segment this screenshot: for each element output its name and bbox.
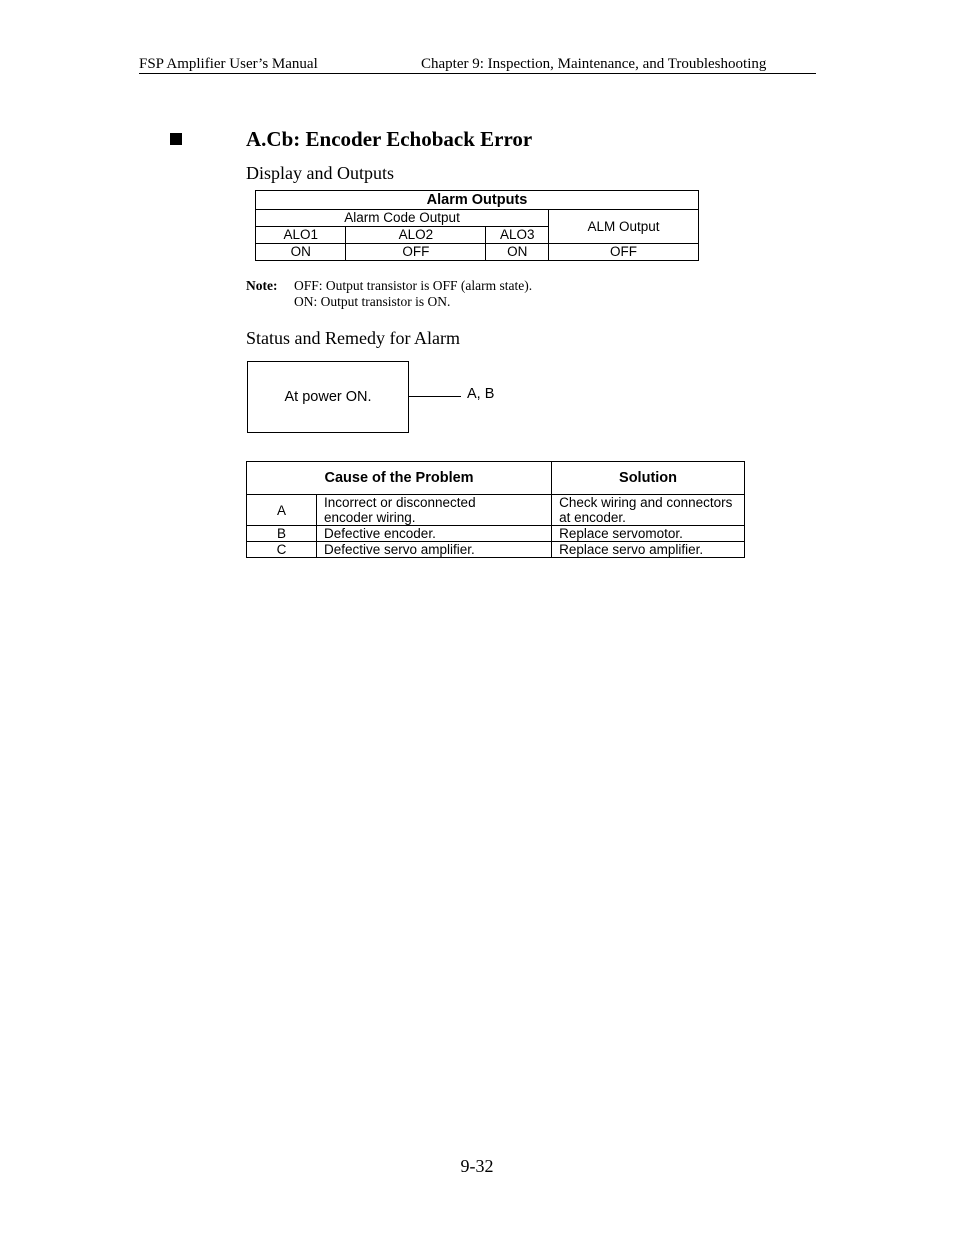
alm-output-header: ALM Output [549, 210, 699, 244]
row-cause: Defective servo amplifier. [317, 542, 552, 558]
display-outputs-subheading: Display and Outputs [246, 163, 394, 183]
row-id: B [247, 526, 317, 542]
row-id: A [247, 495, 317, 526]
row-solution-line: Check wiring and connectors [559, 495, 733, 510]
solution-header: Solution [552, 462, 745, 495]
alo1-value: ON [256, 244, 346, 261]
cause-solution-table [246, 461, 745, 558]
row-solution: Replace servomotor. [552, 526, 745, 542]
status-box-label: At power ON. [284, 389, 372, 405]
note-line-2: ON: Output transistor is ON. [294, 294, 451, 309]
alarm-code-output-header: Alarm Code Output [256, 210, 549, 227]
page-number: 9-32 [460, 1156, 494, 1176]
cause-header: Cause of the Problem [247, 462, 552, 495]
status-remedy-subheading: Status and Remedy for Alarm [246, 328, 460, 348]
table-row [247, 542, 745, 558]
status-connector-line [409, 396, 461, 397]
row-cause-line: Incorrect or disconnected [324, 495, 476, 510]
table-row [247, 526, 745, 542]
row-cause-line: encoder wiring. [324, 510, 416, 525]
header-rule [139, 73, 816, 74]
alo2-header: ALO2 [346, 227, 486, 244]
alo3-header: ALO3 [486, 227, 549, 244]
square-bullet-icon [170, 133, 182, 145]
note-label: Note: [246, 278, 278, 293]
alm-output-value: OFF [549, 244, 699, 261]
row-cause [317, 495, 552, 526]
row-solution [552, 495, 745, 526]
running-header-chapter: Chapter 9: Inspection, Maintenance, and Troubleshooting [421, 56, 767, 72]
note-line-1: OFF: Output transistor is OFF (alarm state). [294, 278, 533, 293]
alo3-value: ON [486, 244, 549, 261]
running-header-title: FSP Amplifier User’s Manual [139, 56, 318, 72]
section-heading: A.Cb: Encoder Echoback Error [246, 127, 533, 151]
alarm-outputs-table [255, 190, 699, 261]
status-causes-label: A, B [467, 386, 495, 402]
alo2-value: OFF [346, 244, 486, 261]
alarm-outputs-title: Alarm Outputs [256, 191, 699, 210]
alo1-header: ALO1 [256, 227, 346, 244]
table-row [247, 495, 745, 526]
row-solution-line: at encoder. [559, 510, 626, 525]
row-solution: Replace servo amplifier. [552, 542, 745, 558]
status-box [247, 361, 409, 433]
row-id: C [247, 542, 317, 558]
note-block [246, 278, 532, 310]
row-cause: Defective encoder. [317, 526, 552, 542]
